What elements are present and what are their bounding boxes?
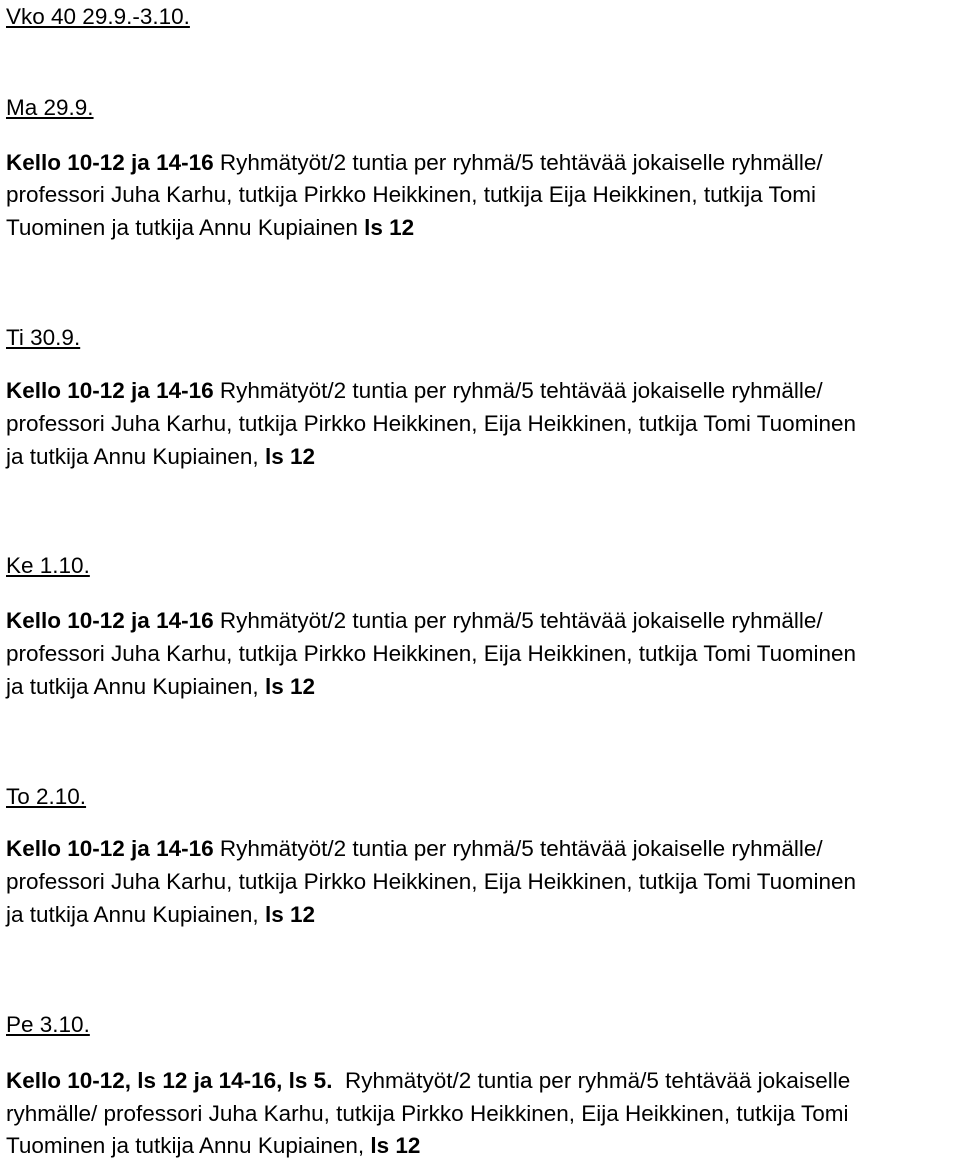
day-line-2: ryhmälle/ professori Juha Karhu, tutkija Pirkko Heikkinen, Eija Heikkinen, tutkija Tomi — [6, 1101, 849, 1126]
description-text: Ryhmätyöt/2 tuntia per ryhmä/5 tehtävää jokaiselle — [332, 1068, 851, 1093]
time-text: Kello 10-12, ls 12 ja 14-16, ls 5. — [6, 1068, 333, 1093]
day-line-2: professori Juha Karhu, tutkija Pirkko Heikkinen, Eija Heikkinen, tutkija Tomi Tuominen — [6, 869, 856, 894]
time-text: Kello 10-12 ja 14-16 — [6, 608, 214, 633]
description-text: Tuominen ja tutkija Annu Kupiainen, — [6, 1133, 371, 1158]
description-text: Ryhmätyöt/2 tuntia per ryhmä/5 tehtävää jokaiselle ryhmälle/ — [213, 608, 823, 633]
day-line-3 — [6, 213, 414, 243]
day-line-3 — [6, 442, 315, 472]
description-text: ja tutkija Annu Kupiainen, — [6, 674, 265, 699]
room-text: ls 12 — [264, 674, 315, 699]
day-heading-wednesday: Ke 1.10. — [6, 553, 90, 578]
day-line-1 — [6, 376, 823, 406]
time-text: Kello 10-12 ja 14-16 — [6, 150, 214, 175]
room-text: ls 12 — [264, 444, 315, 469]
day-line-2: professori Juha Karhu, tutkija Pirkko Heikkinen, Eija Heikkinen, tutkija Tomi Tuominen — [6, 641, 856, 666]
day-line-1 — [6, 606, 823, 636]
day-heading-friday: Pe 3.10. — [6, 1012, 90, 1037]
description-text: ja tutkija Annu Kupiainen, — [6, 444, 265, 469]
day-line-1 — [6, 148, 823, 178]
room-text: ls 12 — [370, 1133, 421, 1158]
day-heading-monday: Ma 29.9. — [6, 95, 94, 120]
day-line-2: professori Juha Karhu, tutkija Pirkko Heikkinen, tutkija Eija Heikkinen, tutkija Tomi — [6, 182, 816, 207]
description-text: Ryhmätyöt/2 tuntia per ryhmä/5 tehtävää jokaiselle ryhmälle/ — [213, 150, 823, 175]
day-line-3 — [6, 900, 315, 930]
time-text: Kello 10-12 ja 14-16 — [6, 836, 214, 861]
description-text: ja tutkija Annu Kupiainen, — [6, 902, 265, 927]
day-line-1 — [6, 834, 823, 864]
day-line-3 — [6, 672, 315, 702]
week-title: Vko 40 29.9.-3.10. — [6, 4, 190, 29]
day-heading-thursday: To 2.10. — [6, 784, 87, 809]
description-text: Tuominen ja tutkija Annu Kupiainen — [6, 215, 365, 240]
room-text: ls 12 — [364, 215, 415, 240]
day-line-2: professori Juha Karhu, tutkija Pirkko Heikkinen, Eija Heikkinen, tutkija Tomi Tuominen — [6, 411, 856, 436]
description-text: Ryhmätyöt/2 tuntia per ryhmä/5 tehtävää jokaiselle ryhmälle/ — [213, 378, 823, 403]
description-text: Ryhmätyöt/2 tuntia per ryhmä/5 tehtävää jokaiselle ryhmälle/ — [213, 836, 823, 861]
day-heading-tuesday: Ti 30.9. — [6, 325, 81, 350]
day-line-1 — [6, 1066, 850, 1096]
room-text: ls 12 — [264, 902, 315, 927]
day-line-3 — [6, 1131, 420, 1161]
time-text: Kello 10-12 ja 14-16 — [6, 378, 214, 403]
